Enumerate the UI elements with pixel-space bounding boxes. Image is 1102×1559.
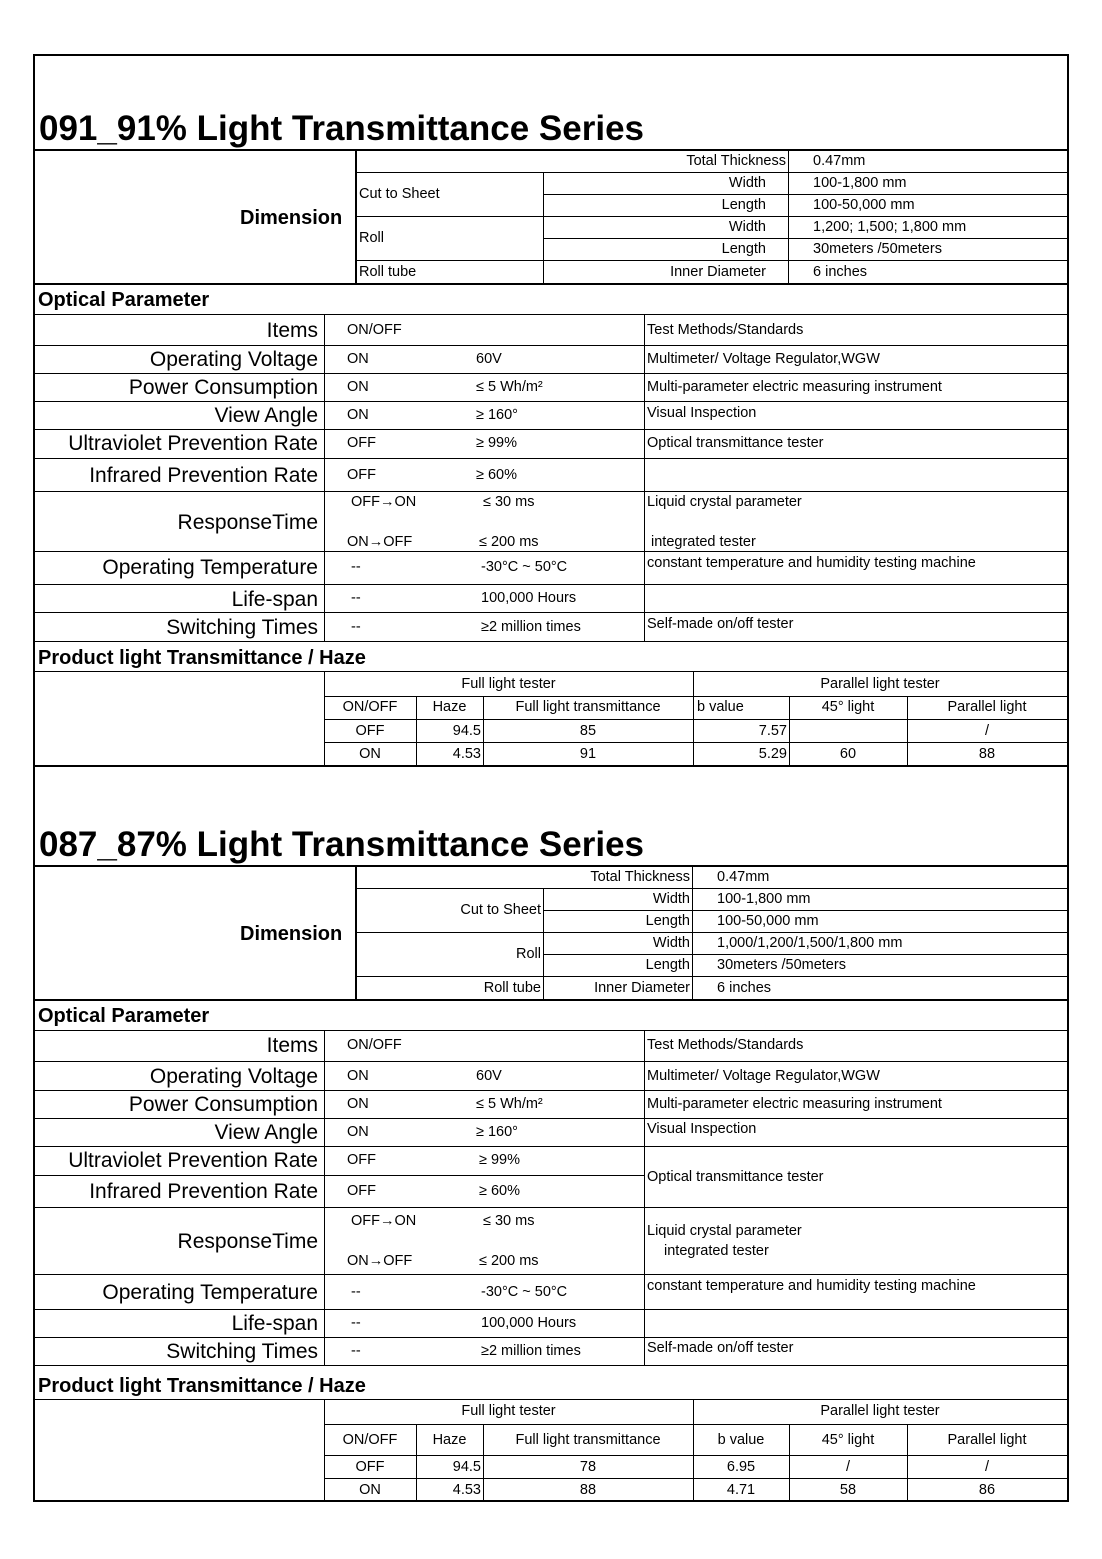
roll-length-value: 30meters /50meters (717, 957, 846, 973)
param-name: Life-span (231, 588, 318, 611)
param-value: ≤ 200 ms (479, 534, 539, 550)
inner-diameter-value: 6 inches (813, 264, 868, 280)
cell: / (984, 1459, 990, 1475)
param-name: Operating Voltage (149, 1065, 318, 1088)
frame-left (33, 54, 35, 1502)
series-title: 091_91% Light Transmittance Series (39, 109, 644, 148)
param-method: Multi-parameter electric measuring instrument (647, 1096, 942, 1112)
param-state: OFF (347, 1152, 376, 1168)
param-name: Switching Times (166, 1340, 318, 1363)
param-name: Switching Times (166, 616, 318, 639)
param-value: ≥ 160° (476, 407, 518, 423)
cell: 86 (978, 1482, 996, 1498)
param-method: Optical transmittance tester (647, 435, 824, 451)
roll-width-value: 1,200; 1,500; 1,800 mm (813, 219, 967, 235)
total-thickness-value: 0.47mm (813, 153, 866, 169)
roll-tube-label: Roll tube (359, 264, 417, 280)
cell: 4.71 (726, 1482, 756, 1498)
param-state: -- (351, 1284, 361, 1300)
transmittance-heading: Product light Transmittance / Haze (38, 1375, 366, 1397)
col-header: b value (697, 699, 744, 715)
param-state: OFF (347, 435, 376, 451)
parallel-tester-label: Parallel light tester (820, 1403, 940, 1419)
param-method: integrated tester (664, 1243, 769, 1259)
col-header: 45° light (821, 699, 875, 715)
param-name: Ultraviolet Prevention Rate (68, 1149, 318, 1172)
sheet-length-value: 100-50,000 mm (813, 197, 915, 213)
items-label: Items (266, 319, 318, 342)
items-label: Items (266, 1034, 318, 1057)
param-name: Ultraviolet Prevention Rate (68, 432, 318, 455)
param-name: Operating Temperature (102, 1281, 318, 1304)
param-method: Self-made on/off tester (647, 616, 794, 632)
cell: 88 (579, 1482, 597, 1498)
param-method: Liquid crystal parameter (647, 1223, 802, 1239)
inner-diameter-label: Inner Diameter (670, 264, 766, 280)
param-name: Operating Voltage (149, 348, 318, 371)
cell: 91 (579, 746, 597, 762)
cut-to-sheet-label: Cut to Sheet (359, 186, 440, 202)
param-name: Infrared Prevention Rate (89, 464, 318, 487)
param-name: Power Consumption (128, 376, 318, 399)
sheet-length-value: 100-50,000 mm (717, 913, 819, 929)
length-label: Length (721, 241, 766, 257)
length-label: Length (645, 913, 690, 929)
cell: OFF (355, 723, 385, 739)
col-header: Full light transmittance (515, 699, 661, 715)
param-name: Power Consumption (128, 1093, 318, 1116)
width-label: Width (652, 935, 690, 951)
param-name: View Angle (214, 1121, 318, 1144)
transmittance-heading: Product light Transmittance / Haze (38, 647, 366, 669)
param-state: ON (347, 407, 369, 423)
param-state: -- (351, 590, 361, 606)
total-thickness-label: Total Thickness (590, 869, 690, 885)
frame-top (33, 54, 1069, 56)
cell: 4.53 (452, 1482, 481, 1498)
param-state: -- (351, 1315, 361, 1331)
param-method: Visual Inspection (647, 1121, 757, 1137)
param-state: OFF→ON (351, 494, 417, 510)
length-label: Length (645, 957, 690, 973)
width-label: Width (728, 175, 766, 191)
param-method: Multimeter/ Voltage Regulator,WGW (647, 1068, 880, 1084)
cell: 94.5 (452, 1459, 481, 1475)
param-value: ≤ 30 ms (483, 1213, 535, 1229)
col-header: 45° light (821, 1432, 875, 1448)
width-label: Width (652, 891, 690, 907)
roll-label: Roll (359, 230, 384, 246)
param-name: Infrared Prevention Rate (89, 1180, 318, 1203)
onoff-header: ON/OFF (347, 1037, 402, 1053)
param-value: ≥ 60% (479, 1183, 521, 1199)
param-method: Multimeter/ Voltage Regulator,WGW (647, 351, 880, 367)
param-value: 60V (476, 351, 502, 367)
optical-heading: Optical Parameter (38, 1005, 210, 1027)
full-tester-label: Full light tester (461, 1403, 556, 1419)
frame-right (1067, 54, 1069, 1502)
param-state: -- (351, 559, 361, 575)
param-method: integrated tester (651, 534, 756, 550)
total-thickness-label: Total Thickness (686, 153, 786, 169)
param-value: ≥2 million times (481, 619, 581, 635)
param-state: ON (347, 1068, 369, 1084)
cell: 58 (839, 1482, 857, 1498)
param-method: Multi-parameter electric measuring instrument (647, 379, 942, 395)
cell: 6.95 (726, 1459, 756, 1475)
param-method: Self-made on/off tester (647, 1340, 794, 1356)
cell: 78 (579, 1459, 597, 1475)
param-value: 100,000 Hours (481, 590, 577, 606)
cell: / (845, 1459, 851, 1475)
param-name: View Angle (214, 404, 318, 427)
param-value: -30°C ~ 50°C (481, 559, 568, 575)
cell: ON (359, 1482, 381, 1498)
cell: ON (359, 746, 381, 762)
param-method: constant temperature and humidity testing machine (647, 1278, 976, 1294)
col-header: Haze (432, 699, 467, 715)
param-value: 100,000 Hours (481, 1315, 577, 1331)
param-value: 60V (476, 1068, 502, 1084)
total-thickness-value: 0.47mm (717, 869, 770, 885)
cell: 5.29 (758, 746, 787, 762)
sheet-width-value: 100-1,800 mm (717, 891, 811, 907)
param-value: ≥2 million times (481, 1343, 581, 1359)
param-value: ≥ 160° (476, 1124, 518, 1140)
param-name: ResponseTime (177, 511, 318, 534)
length-label: Length (721, 197, 766, 213)
cell: 7.57 (758, 723, 787, 739)
roll-label: Roll (516, 946, 541, 962)
param-method: Liquid crystal parameter (647, 494, 802, 510)
param-state: ON (347, 1124, 369, 1140)
param-name: Operating Temperature (102, 556, 318, 579)
roll-width-value: 1,000/1,200/1,500/1,800 mm (717, 935, 903, 951)
roll-length-value: 30meters /50meters (813, 241, 942, 257)
param-name: ResponseTime (177, 1230, 318, 1253)
col-header: Parallel light (947, 699, 1027, 715)
roll-tube-label: Roll tube (483, 980, 541, 996)
width-label: Width (728, 219, 766, 235)
cell: 88 (978, 746, 996, 762)
inner-diameter-label: Inner Diameter (594, 980, 690, 996)
param-method: Visual Inspection (647, 405, 757, 421)
param-state: OFF (347, 467, 376, 483)
param-method: constant temperature and humidity testing machine (647, 555, 976, 571)
cell: 4.53 (452, 746, 481, 762)
cell: 85 (579, 723, 597, 739)
methods-header: Test Methods/Standards (647, 322, 804, 338)
param-value: ≤ 200 ms (479, 1253, 539, 1269)
inner-diameter-value: 6 inches (717, 980, 772, 996)
cell: 94.5 (452, 723, 481, 739)
param-state: OFF (347, 1183, 376, 1199)
cut-to-sheet-label: Cut to Sheet (460, 902, 541, 918)
cell: / (984, 723, 990, 739)
param-value: ≥ 99% (476, 435, 518, 451)
param-name: Life-span (231, 1312, 318, 1335)
param-method: Optical transmittance tester (647, 1169, 824, 1185)
param-value: -30°C ~ 50°C (481, 1284, 568, 1300)
param-state: -- (351, 619, 361, 635)
series-title: 087_87% Light Transmittance Series (39, 825, 644, 864)
param-value: ≥ 99% (479, 1152, 521, 1168)
dimension-label: Dimension (240, 207, 343, 229)
methods-header: Test Methods/Standards (647, 1037, 804, 1053)
param-state: ON (347, 379, 369, 395)
param-state: -- (351, 1343, 361, 1359)
col-header: Parallel light (947, 1432, 1027, 1448)
param-value: ≤ 30 ms (483, 494, 535, 510)
dimension-label: Dimension (240, 923, 343, 945)
param-value: ≤ 5 Wh/m² (476, 1096, 543, 1112)
param-value: ≤ 5 Wh/m² (476, 379, 543, 395)
col-header: Haze (432, 1432, 467, 1448)
frame-bottom (33, 1500, 1069, 1502)
col-header: ON/OFF (342, 699, 398, 715)
sheet-width-value: 100-1,800 mm (813, 175, 907, 191)
param-value: ≥ 60% (476, 467, 518, 483)
col-header: ON/OFF (342, 1432, 398, 1448)
col-header: b value (717, 1432, 765, 1448)
cell: 60 (839, 746, 857, 762)
param-state: ON→OFF (347, 1253, 413, 1269)
param-state: ON→OFF (347, 534, 413, 550)
col-header: Full light transmittance (515, 1432, 661, 1448)
full-tester-label: Full light tester (461, 676, 556, 692)
onoff-header: ON/OFF (347, 322, 402, 338)
parallel-tester-label: Parallel light tester (820, 676, 940, 692)
param-state: ON (347, 1096, 369, 1112)
optical-heading: Optical Parameter (38, 289, 210, 311)
param-state: OFF→ON (351, 1213, 417, 1229)
param-state: ON (347, 351, 369, 367)
cell: OFF (355, 1459, 385, 1475)
